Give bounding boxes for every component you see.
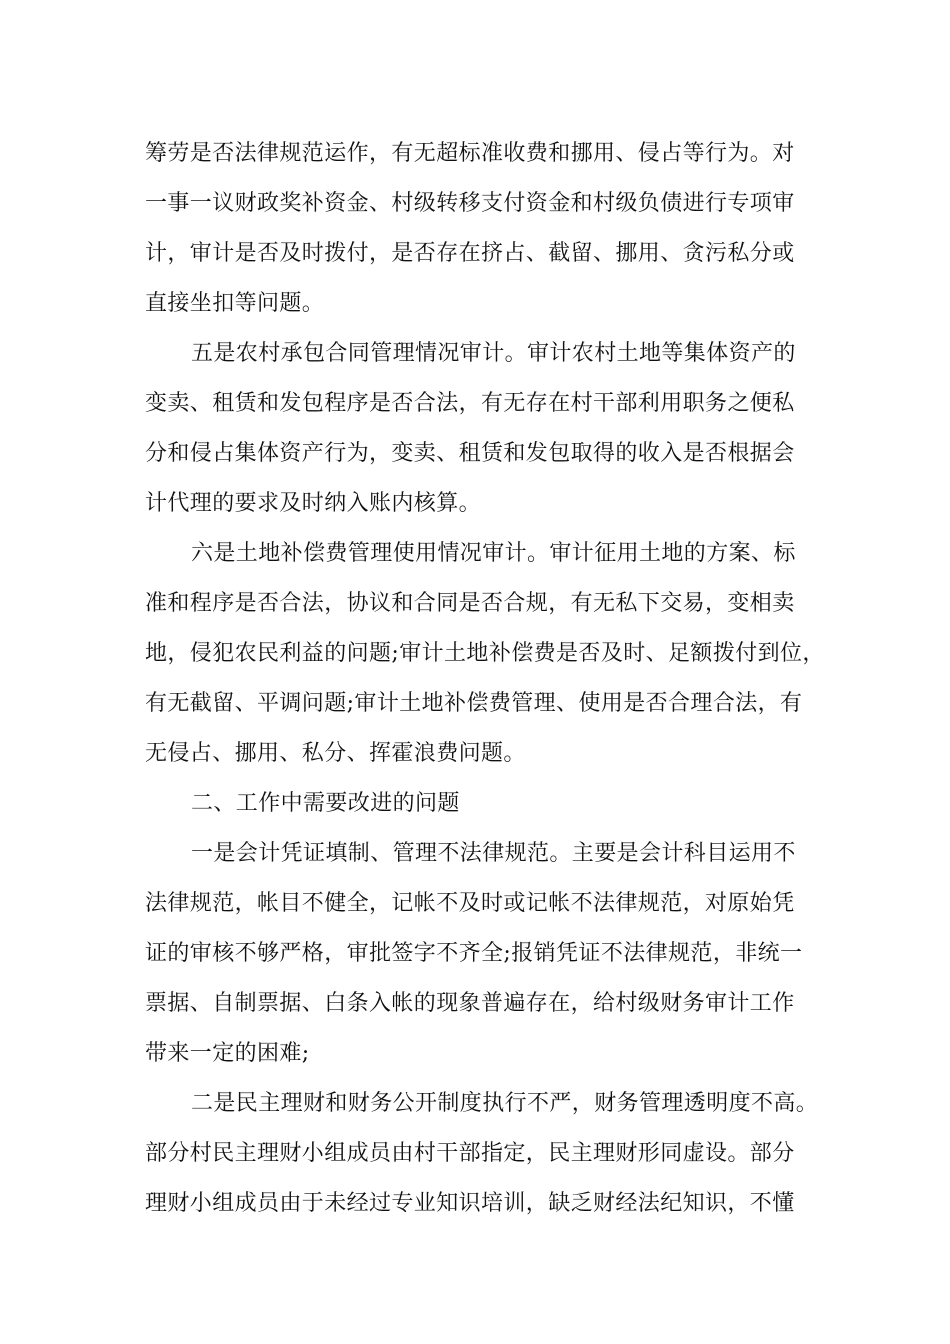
text-line: 计代理的要求及时纳入账内核算。	[145, 491, 482, 516]
text-line: 无侵占、挪用、私分、挥霍浪费问题。	[145, 741, 526, 766]
text-line: 直接坐扣等问题。	[145, 291, 325, 316]
text-line: 地，侵犯农民利益的问题;审计土地补偿费是否及时、足额拨付到位，	[145, 641, 825, 666]
text-line: 分和侵占集体资产行为，变卖、租赁和发包取得的收入是否根据会	[145, 441, 795, 466]
paragraph-start-line: 六是土地补偿费管理使用情况审计。审计征用土地的方案、标	[191, 541, 796, 566]
text-line: 带来一定的困难;	[145, 1041, 310, 1066]
text-line: 法律规范，帐目不健全，记帐不及时或记帐不法律规范，对原始凭	[145, 891, 795, 916]
text-line: 证的审核不够严格，审批签字不齐全;报销凭证不法律规范，非统一	[145, 941, 803, 966]
text-line: 准和程序是否合法，协议和合同是否合规，有无私下交易，变相卖	[145, 591, 795, 616]
paragraph-start-line: 二是民主理财和财务公开制度执行不严，财务管理透明度不高。	[191, 1091, 819, 1116]
text-line: 计，审计是否及时拨付，是否存在挤占、截留、挪用、贪污私分或	[145, 241, 795, 266]
section-heading: 二、工作中需要改进的问题	[191, 791, 460, 816]
text-line: 理财小组成员由于未经过专业知识培训，缺乏财经法纪知识，不懂	[145, 1191, 795, 1216]
text-line: 筹劳是否法律规范运作，有无超标准收费和挪用、侵占等行为。对	[145, 141, 795, 166]
text-line: 一事一议财政奖补资金、村级转移支付资金和村级负债进行专项审	[145, 191, 795, 216]
paragraph-start-line: 五是农村承包合同管理情况审计。审计农村土地等集体资产的	[191, 341, 796, 366]
text-line: 有无截留、平调问题;审计土地补偿费管理、使用是否合理合法，有	[145, 691, 803, 716]
paragraph-start-line: 一是会计凭证填制、管理不法律规范。主要是会计科目运用不	[191, 841, 796, 866]
text-line: 票据、自制票据、白条入帐的现象普遍存在，给村级财务审计工作	[145, 991, 795, 1016]
text-line: 部分村民主理财小组成员由村干部指定，民主理财形同虚设。部分	[145, 1141, 795, 1166]
text-line: 变卖、租赁和发包程序是否合法，有无存在村干部利用职务之便私	[145, 391, 795, 416]
